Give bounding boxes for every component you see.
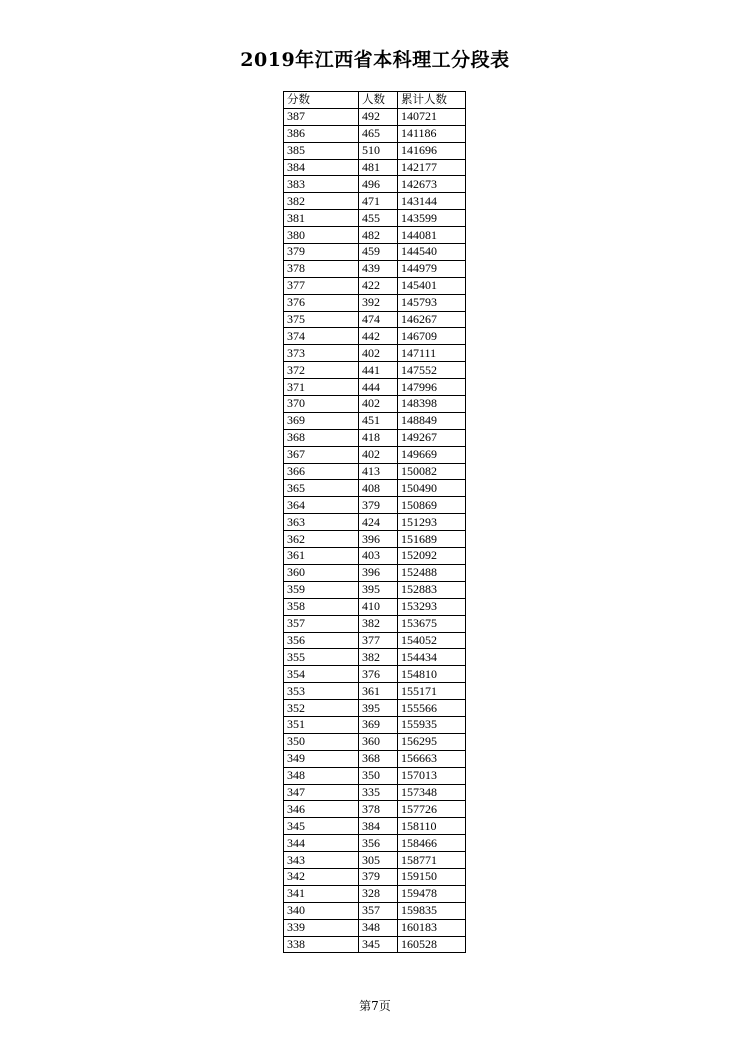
cell-cumulative: 147996 xyxy=(398,379,466,396)
cell-count: 444 xyxy=(359,379,398,396)
cell-count: 356 xyxy=(359,835,398,852)
header-cumulative: 累计人数 xyxy=(398,92,466,109)
cell-count: 360 xyxy=(359,733,398,750)
cell-score: 363 xyxy=(284,514,359,531)
table-row xyxy=(284,446,466,463)
cell-cumulative: 148849 xyxy=(398,412,466,429)
cell-count: 402 xyxy=(359,446,398,463)
cell-count: 348 xyxy=(359,919,398,936)
table-header-row xyxy=(284,92,466,109)
cell-cumulative: 156295 xyxy=(398,733,466,750)
cell-score: 350 xyxy=(284,733,359,750)
table-row xyxy=(284,480,466,497)
table-row xyxy=(284,919,466,936)
cell-count: 442 xyxy=(359,328,398,345)
cell-count: 510 xyxy=(359,142,398,159)
page-title: 2019年江西省本科理工分段表 xyxy=(240,49,510,71)
cell-count: 410 xyxy=(359,598,398,615)
cell-score: 359 xyxy=(284,581,359,598)
cell-score: 378 xyxy=(284,260,359,277)
cell-count: 361 xyxy=(359,683,398,700)
table-row xyxy=(284,835,466,852)
table-row xyxy=(284,277,466,294)
table-row xyxy=(284,902,466,919)
cell-cumulative: 155566 xyxy=(398,700,466,717)
table-row xyxy=(284,885,466,902)
table-row xyxy=(284,531,466,548)
cell-score: 384 xyxy=(284,159,359,176)
cell-score: 379 xyxy=(284,244,359,261)
cell-count: 451 xyxy=(359,412,398,429)
cell-count: 408 xyxy=(359,480,398,497)
cell-score: 339 xyxy=(284,919,359,936)
cell-count: 471 xyxy=(359,193,398,210)
cell-cumulative: 154810 xyxy=(398,666,466,683)
cell-cumulative: 142177 xyxy=(398,159,466,176)
cell-cumulative: 154434 xyxy=(398,649,466,666)
table-row xyxy=(284,193,466,210)
cell-count: 382 xyxy=(359,615,398,632)
cell-score: 375 xyxy=(284,311,359,328)
cell-cumulative: 156663 xyxy=(398,750,466,767)
cell-score: 356 xyxy=(284,632,359,649)
cell-count: 455 xyxy=(359,210,398,227)
cell-cumulative: 158771 xyxy=(398,852,466,869)
cell-cumulative: 150082 xyxy=(398,463,466,480)
table-row xyxy=(284,396,466,413)
cell-count: 492 xyxy=(359,108,398,125)
table-row xyxy=(284,379,466,396)
table-row xyxy=(284,159,466,176)
cell-count: 439 xyxy=(359,260,398,277)
cell-cumulative: 143599 xyxy=(398,210,466,227)
cell-score: 344 xyxy=(284,835,359,852)
table-row xyxy=(284,548,466,565)
cell-count: 402 xyxy=(359,396,398,413)
cell-score: 362 xyxy=(284,531,359,548)
page-number: 第7页 xyxy=(359,999,391,1013)
cell-cumulative: 148398 xyxy=(398,396,466,413)
cell-count: 369 xyxy=(359,716,398,733)
table-row xyxy=(284,784,466,801)
cell-count: 481 xyxy=(359,159,398,176)
cell-score: 345 xyxy=(284,818,359,835)
table-row xyxy=(284,936,466,953)
table-row xyxy=(284,463,466,480)
cell-cumulative: 149267 xyxy=(398,429,466,446)
cell-count: 392 xyxy=(359,294,398,311)
cell-cumulative: 150869 xyxy=(398,497,466,514)
cell-cumulative: 140721 xyxy=(398,108,466,125)
table-row xyxy=(284,260,466,277)
table-row xyxy=(284,514,466,531)
cell-score: 380 xyxy=(284,227,359,244)
cell-score: 354 xyxy=(284,666,359,683)
cell-score: 358 xyxy=(284,598,359,615)
cell-score: 374 xyxy=(284,328,359,345)
table-row xyxy=(284,142,466,159)
cell-score: 376 xyxy=(284,294,359,311)
table-row xyxy=(284,868,466,885)
cell-cumulative: 158110 xyxy=(398,818,466,835)
cell-count: 459 xyxy=(359,244,398,261)
cell-count: 396 xyxy=(359,564,398,581)
table-row xyxy=(284,412,466,429)
cell-count: 413 xyxy=(359,463,398,480)
cell-cumulative: 157726 xyxy=(398,801,466,818)
cell-cumulative: 144081 xyxy=(398,227,466,244)
cell-cumulative: 144540 xyxy=(398,244,466,261)
table-row xyxy=(284,328,466,345)
table-row xyxy=(284,598,466,615)
cell-score: 352 xyxy=(284,700,359,717)
cell-cumulative: 152883 xyxy=(398,581,466,598)
table-row xyxy=(284,666,466,683)
cell-cumulative: 149669 xyxy=(398,446,466,463)
table-row xyxy=(284,564,466,581)
cell-score: 341 xyxy=(284,885,359,902)
table-row xyxy=(284,125,466,142)
table-row xyxy=(284,210,466,227)
cell-score: 370 xyxy=(284,396,359,413)
cell-cumulative: 160183 xyxy=(398,919,466,936)
header-count: 人数 xyxy=(359,92,398,109)
cell-count: 384 xyxy=(359,818,398,835)
table-row xyxy=(284,632,466,649)
cell-count: 465 xyxy=(359,125,398,142)
cell-cumulative: 152488 xyxy=(398,564,466,581)
cell-cumulative: 153675 xyxy=(398,615,466,632)
cell-count: 345 xyxy=(359,936,398,953)
cell-cumulative: 155171 xyxy=(398,683,466,700)
table-row xyxy=(284,801,466,818)
cell-score: 367 xyxy=(284,446,359,463)
cell-score: 364 xyxy=(284,497,359,514)
cell-cumulative: 147111 xyxy=(398,345,466,362)
cell-cumulative: 151293 xyxy=(398,514,466,531)
cell-count: 395 xyxy=(359,581,398,598)
table-row xyxy=(284,108,466,125)
table-row xyxy=(284,818,466,835)
cell-count: 377 xyxy=(359,632,398,649)
cell-count: 350 xyxy=(359,767,398,784)
cell-score: 338 xyxy=(284,936,359,953)
cell-cumulative: 157348 xyxy=(398,784,466,801)
cell-score: 373 xyxy=(284,345,359,362)
cell-cumulative: 159478 xyxy=(398,885,466,902)
cell-score: 385 xyxy=(284,142,359,159)
cell-count: 441 xyxy=(359,362,398,379)
score-distribution-table xyxy=(283,91,466,953)
table-body xyxy=(284,108,466,953)
cell-cumulative: 141696 xyxy=(398,142,466,159)
cell-cumulative: 146267 xyxy=(398,311,466,328)
cell-count: 482 xyxy=(359,227,398,244)
table-row xyxy=(284,700,466,717)
table-row xyxy=(284,345,466,362)
cell-score: 346 xyxy=(284,801,359,818)
cell-cumulative: 160528 xyxy=(398,936,466,953)
cell-score: 351 xyxy=(284,716,359,733)
cell-score: 355 xyxy=(284,649,359,666)
table-row xyxy=(284,852,466,869)
cell-count: 378 xyxy=(359,801,398,818)
cell-score: 382 xyxy=(284,193,359,210)
cell-cumulative: 154052 xyxy=(398,632,466,649)
cell-cumulative: 151689 xyxy=(398,531,466,548)
cell-count: 335 xyxy=(359,784,398,801)
table-row xyxy=(284,733,466,750)
cell-cumulative: 144979 xyxy=(398,260,466,277)
table-row xyxy=(284,497,466,514)
cell-cumulative: 147552 xyxy=(398,362,466,379)
cell-count: 305 xyxy=(359,852,398,869)
table-row xyxy=(284,683,466,700)
cell-score: 372 xyxy=(284,362,359,379)
cell-score: 357 xyxy=(284,615,359,632)
cell-cumulative: 141186 xyxy=(398,125,466,142)
table-row xyxy=(284,767,466,784)
cell-count: 379 xyxy=(359,868,398,885)
header-score: 分数 xyxy=(284,92,359,109)
cell-score: 387 xyxy=(284,108,359,125)
cell-cumulative: 159150 xyxy=(398,868,466,885)
cell-score: 386 xyxy=(284,125,359,142)
table-row xyxy=(284,244,466,261)
cell-count: 403 xyxy=(359,548,398,565)
cell-cumulative: 153293 xyxy=(398,598,466,615)
cell-score: 371 xyxy=(284,379,359,396)
cell-count: 395 xyxy=(359,700,398,717)
table-row xyxy=(284,176,466,193)
cell-count: 357 xyxy=(359,902,398,919)
table-row xyxy=(284,615,466,632)
cell-count: 328 xyxy=(359,885,398,902)
cell-score: 383 xyxy=(284,176,359,193)
cell-cumulative: 146709 xyxy=(398,328,466,345)
cell-count: 418 xyxy=(359,429,398,446)
cell-count: 379 xyxy=(359,497,398,514)
cell-cumulative: 155935 xyxy=(398,716,466,733)
cell-count: 474 xyxy=(359,311,398,328)
cell-cumulative: 159835 xyxy=(398,902,466,919)
table-row xyxy=(284,362,466,379)
cell-score: 340 xyxy=(284,902,359,919)
cell-cumulative: 158466 xyxy=(398,835,466,852)
cell-score: 366 xyxy=(284,463,359,480)
table-row xyxy=(284,716,466,733)
cell-count: 368 xyxy=(359,750,398,767)
cell-score: 360 xyxy=(284,564,359,581)
cell-cumulative: 150490 xyxy=(398,480,466,497)
cell-score: 343 xyxy=(284,852,359,869)
cell-count: 496 xyxy=(359,176,398,193)
table-row xyxy=(284,311,466,328)
cell-count: 422 xyxy=(359,277,398,294)
cell-score: 348 xyxy=(284,767,359,784)
table-row xyxy=(284,429,466,446)
cell-score: 377 xyxy=(284,277,359,294)
cell-cumulative: 152092 xyxy=(398,548,466,565)
cell-cumulative: 143144 xyxy=(398,193,466,210)
cell-count: 382 xyxy=(359,649,398,666)
cell-count: 424 xyxy=(359,514,398,531)
cell-score: 347 xyxy=(284,784,359,801)
cell-cumulative: 145401 xyxy=(398,277,466,294)
cell-score: 368 xyxy=(284,429,359,446)
cell-score: 342 xyxy=(284,868,359,885)
cell-score: 353 xyxy=(284,683,359,700)
cell-cumulative: 145793 xyxy=(398,294,466,311)
cell-count: 376 xyxy=(359,666,398,683)
cell-score: 361 xyxy=(284,548,359,565)
cell-score: 365 xyxy=(284,480,359,497)
table-row xyxy=(284,227,466,244)
table-row xyxy=(284,750,466,767)
cell-count: 402 xyxy=(359,345,398,362)
cell-score: 381 xyxy=(284,210,359,227)
cell-count: 396 xyxy=(359,531,398,548)
table-row xyxy=(284,649,466,666)
cell-score: 369 xyxy=(284,412,359,429)
table-row xyxy=(284,581,466,598)
table-row xyxy=(284,294,466,311)
cell-cumulative: 157013 xyxy=(398,767,466,784)
cell-score: 349 xyxy=(284,750,359,767)
cell-cumulative: 142673 xyxy=(398,176,466,193)
